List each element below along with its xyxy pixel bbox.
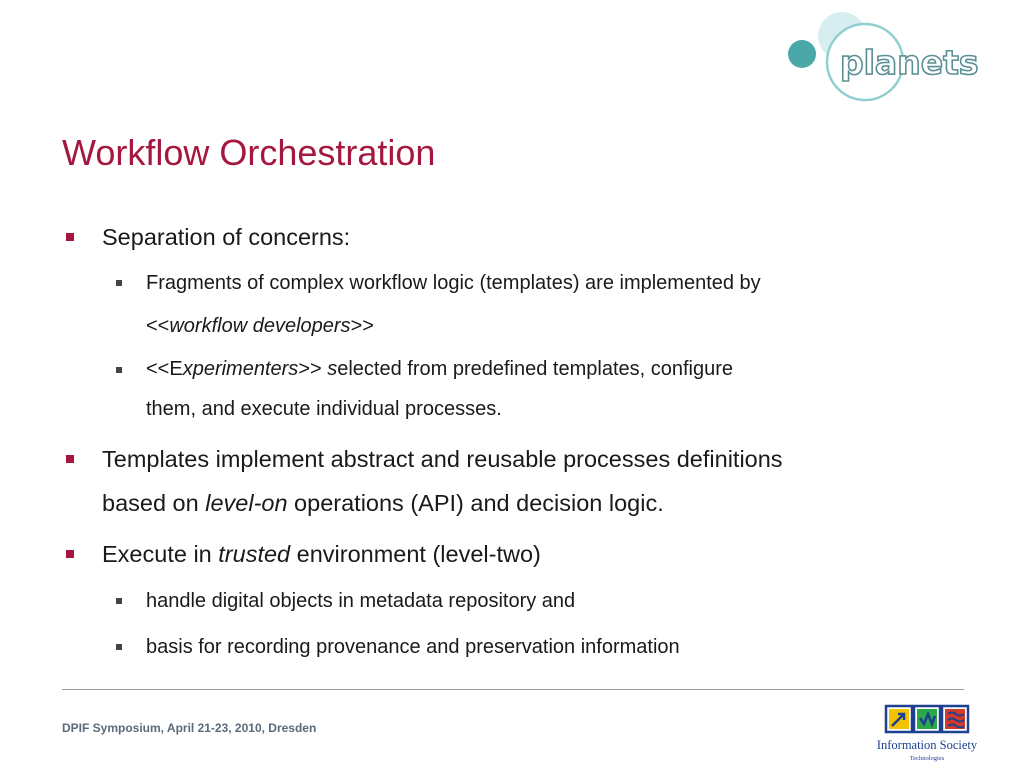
bullet-2-line2: based on level-on operations (API) and decision logic. (102, 490, 664, 516)
footer-divider (62, 689, 964, 690)
sub-bullet-3-1: handle digital objects in metadata repository and (146, 590, 576, 612)
bullet-3-text: Execute in trusted environment (level-two) (102, 541, 541, 567)
bullet-marker (66, 455, 74, 463)
bullet-2-line1: Templates implement abstract and reusable processes definitions (102, 446, 783, 472)
sub-bullet-1-2-line2: them, and execute individual processes. (146, 398, 502, 420)
sub-bullet-1-2-line1: <<Experimenters>> selected from predefined templates, configure (146, 358, 734, 380)
sub-bullet-1-1-line1: Fragments of complex workflow logic (templates) are implemented by (146, 272, 761, 294)
ist-logo-line2: Technologies (909, 755, 945, 762)
bullet-1-text: Separation of concerns: (102, 224, 351, 250)
ist-logo-line1: Information Society (876, 738, 978, 752)
sub-bullet-marker (116, 598, 122, 604)
sub-bullet-marker (116, 280, 122, 286)
sub-bullet-3-2: basis for recording provenance and preservation information (146, 636, 680, 658)
sub-bullet-marker (116, 644, 122, 650)
planets-logo-text: planets (840, 43, 979, 82)
ist-logo (866, 702, 988, 764)
bullet-marker (66, 550, 74, 558)
bullet-marker (66, 233, 74, 241)
planets-logo (780, 8, 1000, 103)
sub-bullet-marker (116, 367, 122, 373)
sub-bullet-1-1-line2: <<workflow developers>> (146, 315, 374, 337)
slide-title: Workflow Orchestration (62, 132, 436, 173)
footer-text: DPIF Symposium, April 21-23, 2010, Dresden (62, 721, 317, 735)
